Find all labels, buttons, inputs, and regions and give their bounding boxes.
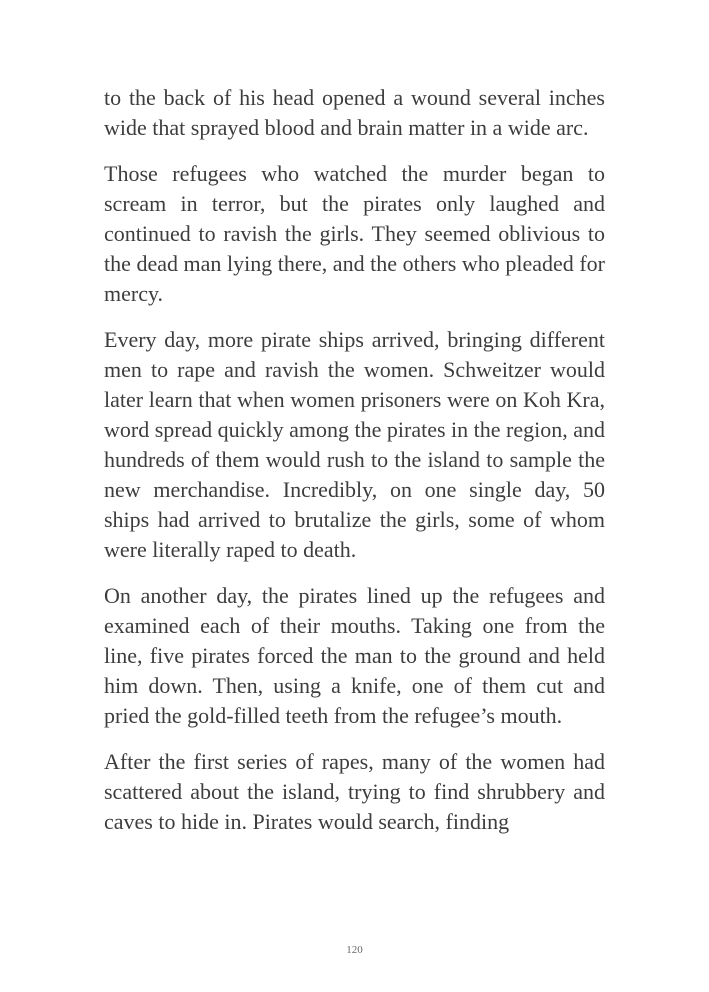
page-number: 120 xyxy=(346,944,363,956)
paragraph: Every day, more pirate ships arrived, bringing different men to rape and ravish the women. Schweitzer would later learn that when women prisoners were on Koh Kra, word spread quickly among the pirates in the region, and hundreds of them would rush to the island to sample the new merchandise. Incredibly, on one single day, 50 ships had arrived to brutalize the girls, some of whom were literally raped to death. xyxy=(104,327,605,562)
page-body xyxy=(104,83,605,853)
paragraph: On another day, the pirates lined up the refugees and examined each of their mouths. Taking one from the line, five pirates forced the man to the ground and held him down. Then, using a knife, one of them cut and pried the gold-filled teeth from the refugee’s mouth. xyxy=(104,583,605,728)
paragraph: Those refugees who watched the murder began to scream in terror, but the pirates only laughed and continued to ravish the girls. They seemed oblivious to the dead man lying there, and the others who pleaded for mercy. xyxy=(104,161,605,306)
paragraph: After the first series of rapes, many of the women had scattered about the island, trying to find shrubbery and caves to hide in. Pirates would search, finding xyxy=(104,749,605,834)
paragraph: to the back of his head opened a wound several inches wide that sprayed blood and brain matter in a wide arc. xyxy=(104,85,605,140)
